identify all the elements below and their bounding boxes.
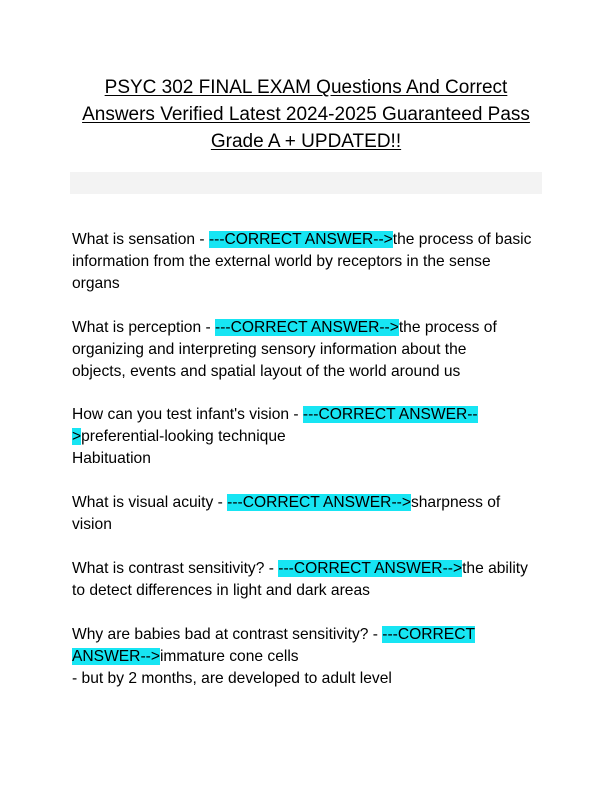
- document-title: [60, 74, 552, 155]
- qa-item: [72, 404, 552, 470]
- correct-answer-marker: ANSWER-->: [72, 648, 160, 665]
- qa-item: [72, 317, 552, 383]
- qa-line: information from the external world by receptors in the sense: [72, 253, 491, 270]
- qa-line: What is contrast sensitivity? - ---CORRECT ANSWER-->the ability: [72, 560, 528, 577]
- correct-answer-marker: ---CORRECT: [382, 626, 475, 643]
- qa-line: objects, events and spatial layout of the world around us: [72, 363, 461, 380]
- correct-answer-marker: ---CORRECT ANSWER--: [302, 406, 478, 423]
- qa-line: Habituation: [72, 450, 151, 467]
- correct-answer-marker: ---CORRECT ANSWER-->: [227, 494, 411, 511]
- qa-line: What is visual acuity - ---CORRECT ANSWER-->sharpness of: [72, 494, 501, 511]
- qa-line: What is perception - ---CORRECT ANSWER-->the process of: [72, 319, 497, 336]
- qa-item: [72, 492, 552, 536]
- correct-answer-marker: ---CORRECT ANSWER-->: [278, 560, 463, 577]
- title-line: Answers Verified Latest 2024-2025 Guaranteed Pass: [82, 104, 530, 125]
- qa-item: [72, 229, 552, 295]
- title-line: PSYC 302 FINAL EXAM Questions And Correct: [104, 77, 508, 98]
- qa-item: [72, 558, 552, 602]
- qa-line: to detect differences in light and dark areas: [72, 582, 370, 599]
- qa-line: ANSWER-->immature cone cells: [72, 648, 299, 665]
- qa-line: >preferential-looking technique: [72, 428, 286, 445]
- correct-answer-marker: ---CORRECT ANSWER-->: [215, 319, 399, 336]
- qa-line: Why are babies bad at contrast sensitivity? - ---CORRECT: [72, 626, 475, 643]
- qa-line: What is sensation - ---CORRECT ANSWER-->the process of basic: [72, 231, 532, 248]
- title-line: Grade A + UPDATED!!: [210, 131, 402, 152]
- header-divider-band: [70, 172, 542, 194]
- qa-line: - but by 2 months, are developed to adult level: [72, 670, 392, 687]
- correct-answer-marker: ---CORRECT ANSWER-->: [208, 231, 393, 248]
- correct-answer-marker: >: [72, 428, 82, 445]
- qa-line: How can you test infant's vision - ---CORRECT ANSWER--: [72, 406, 478, 423]
- qa-line: organizing and interpreting sensory information about the: [72, 341, 467, 358]
- qa-item: [72, 624, 552, 690]
- qa-line: organs: [72, 275, 120, 292]
- qa-line: vision: [72, 516, 112, 533]
